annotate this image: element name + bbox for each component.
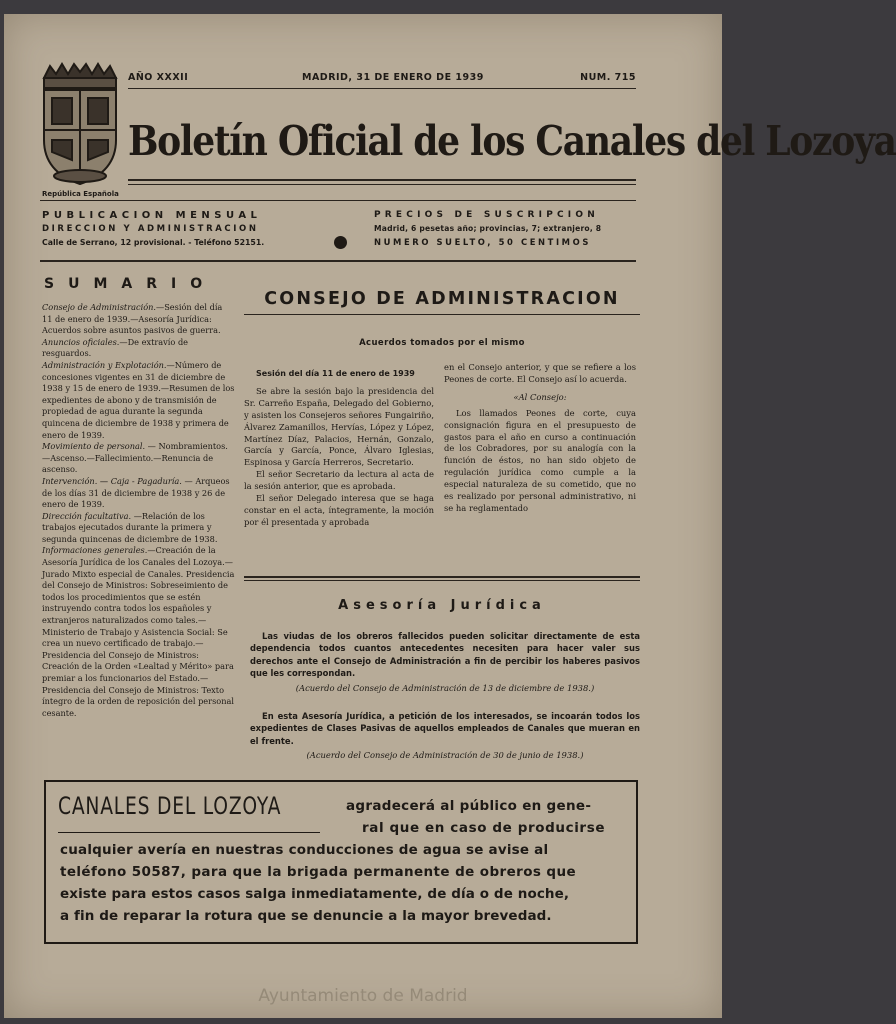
paragraph: El señor Delegado interesa que se haga constar en el acta, íntegramente, la moción por él presentada y aprobada bbox=[244, 493, 434, 527]
separator-dot bbox=[334, 236, 347, 249]
sumario-entry: Consejo de Administración.—Sesión del día 11 de enero de 1939.—Asesoría Jurídica: Acuerdos sobre asuntos pasivos de guerra. bbox=[42, 302, 223, 336]
notice-box bbox=[44, 780, 638, 944]
archive-watermark: Ayuntamiento de Madrid bbox=[258, 986, 468, 1006]
sesion-heading: Sesión del día 11 de enero de 1939 bbox=[256, 369, 415, 378]
notice-line: teléfono 50587, para que la brigada permanente de obreros que bbox=[60, 864, 577, 880]
citation: (Acuerdo del Consejo de Administración de 13 de diciembre de 1938.) bbox=[295, 682, 595, 693]
asesoria-notice-1 bbox=[250, 630, 640, 694]
notice-line: a fin de reparar la rotura que se denuncie a la mayor brevedad. bbox=[60, 908, 552, 924]
sumario-entry: Intervención. — Caja - Pagaduría. — Arqueos de los días 31 de diciembre de 1938 y 26 de enero de 1939. bbox=[42, 475, 230, 510]
notice-line: cualquier avería en nuestras conducciones de agua se avise al bbox=[60, 842, 549, 858]
publication-frequency: PUBLICACION MENSUAL bbox=[42, 210, 262, 221]
notice-line: ral que en caso de producirse bbox=[362, 820, 606, 836]
info-rule bbox=[40, 260, 636, 262]
subscription-prices: Madrid, 6 pesetas año; provincias, 7; extranjero, 8 bbox=[374, 224, 602, 233]
sumario-list bbox=[42, 302, 235, 719]
sumario-entry: Dirección facultativa. —Relación de los trabajos ejecutados durante la primera y segunda quincenas de diciembre de 1938. bbox=[42, 510, 218, 544]
al-consejo: «Al Consejo: bbox=[513, 391, 567, 402]
asesoria-notice-2 bbox=[250, 710, 640, 762]
publication-direction: DIRECCION Y ADMINISTRACION bbox=[42, 224, 259, 234]
sumario-entry: Movimiento de personal. — Nombramientos.—Ascenso.—Fallecimiento.—Renuncia de ascenso. bbox=[42, 441, 228, 475]
masthead-title: Boletín Oficial de los Canales del Lozoya bbox=[128, 117, 896, 165]
year: AÑO XXXII bbox=[128, 72, 189, 83]
consejo-heading: CONSEJO DE ADMINISTRACION bbox=[264, 289, 620, 309]
subscription-heading: PRECIOS DE SUSCRIPCION bbox=[374, 210, 599, 220]
masthead-rule bbox=[128, 179, 636, 181]
header-rule bbox=[40, 200, 636, 201]
republica-label: República Española bbox=[42, 190, 119, 198]
top-rule bbox=[128, 88, 636, 89]
consejo-column-1 bbox=[244, 368, 434, 529]
paragraph: Los llamados Peones de corte, cuya consignación figura en el presupuesto de gastos para el año en curso a continuación de los Cobradores, por su analogía con la función de éstos, no han sido objeto de regulación jurídica como cumple a la especial naturaleza de su cometido, que no es realizado por personal administrativo, ni se ha reglamentado bbox=[444, 407, 636, 513]
paragraph: en el Consejo anterior, y que se refiere a los Peones de corte. El Consejo así lo acuerda. bbox=[444, 362, 636, 384]
publication-info bbox=[42, 210, 308, 247]
publication-address: Calle de Serrano, 12 provisional. - Teléfono 52151. bbox=[42, 238, 265, 247]
newspaper-page bbox=[4, 14, 896, 1018]
issue-number: NUM. 715 bbox=[580, 72, 636, 83]
issue-date: MADRID, 31 DE ENERO DE 1939 bbox=[302, 72, 484, 83]
consejo-rule bbox=[244, 314, 640, 315]
sumario-entry: Administración y Explotación.—Número de concesiones vigentes en 31 de diciembre de 1938 y 15 de enero de 1939.—Resumen de los expedientes de abono y de transmisión de propiedad de agua durante la segunda quincena de diciembre de 1938 y primera de enero de 1939. bbox=[42, 359, 235, 440]
notice-title: CANALES DEL LOZOYA bbox=[58, 792, 282, 820]
consejo-column-2 bbox=[444, 362, 636, 515]
asesoria-heading: Asesoría Jurídica bbox=[338, 598, 546, 613]
citation: (Acuerdo del Consejo de Administración de 30 de junio de 1938.) bbox=[306, 750, 584, 761]
paragraph: Las viudas de los obreros fallecidos pueden solicitar directamente de esta dependencia todos cuantos antecedentes necesiten para hacer valer sus derechos ante el Consejo de Administración a fin de percibir los haberes pasivos que les correspondan. bbox=[250, 631, 640, 679]
sumario-entry: Informaciones generales.—Creación de la Asesoría Jurídica de los Canales del Lozoya.—Jurado Mixto especial de Canales. Presidencia del Consejo de Ministros: Sobreseimiento de todos los procedimientos que se estén instruyendo contra todos los españoles y extranjeros naturalizados como tales.—Ministerio de Trabajo y Asistencia Social: Se crea un nuevo certificado de trabajo.—Presidencia del Consejo de Ministros: Creación de la Orden «Lealtad y Mérito» para premiar a los funcionarios del Estado.—Presidencia del Consejo de Ministros: Texto íntegro de la orden de reposición del personal cesante. bbox=[42, 545, 235, 718]
section-rule bbox=[244, 576, 640, 578]
masthead-rule-thin bbox=[128, 184, 636, 185]
sumario-entry: Anuncios oficiales.—De extravío de resguardos. bbox=[42, 336, 189, 359]
section-rule-thin bbox=[244, 580, 640, 581]
paragraph: El señor Secretario da lectura al acta de la sesión anterior, que es aprobada. bbox=[244, 469, 434, 492]
notice-line: agradecerá al público en gene- bbox=[346, 798, 592, 814]
coat-of-arms-icon bbox=[40, 60, 120, 188]
paragraph: En esta Asesoría Jurídica, a petición de los interesados, se incoarán todos los expedientes de Clases Pasivas de aquellos empleados de Canales que mueran en el frente. bbox=[250, 711, 640, 746]
sumario-heading: SUMARIO bbox=[44, 276, 217, 292]
subscription-info bbox=[374, 210, 636, 247]
acuerdos-subheading: Acuerdos tomados por el mismo bbox=[359, 338, 525, 348]
paragraph: Se abre la sesión bajo la presidencia del Sr. Carreño España, Delegado del Gobierno, y asisten los Consejeros señores Fungairiño, Álvarez Zamanillos, Hervías, López y López, Martínez Díaz, Palacios, Hernán, Gonzalo, García y García, Ponce, Álvaro Iglesias, Espinosa y García Herreros, Secretario. bbox=[244, 385, 434, 468]
single-issue-price: NUMERO SUELTO, 50 CENTIMOS bbox=[374, 237, 591, 247]
notice-line: existe para estos casos salga inmediatamente, de día o de noche, bbox=[60, 886, 570, 902]
notice-title-rule bbox=[58, 832, 320, 833]
